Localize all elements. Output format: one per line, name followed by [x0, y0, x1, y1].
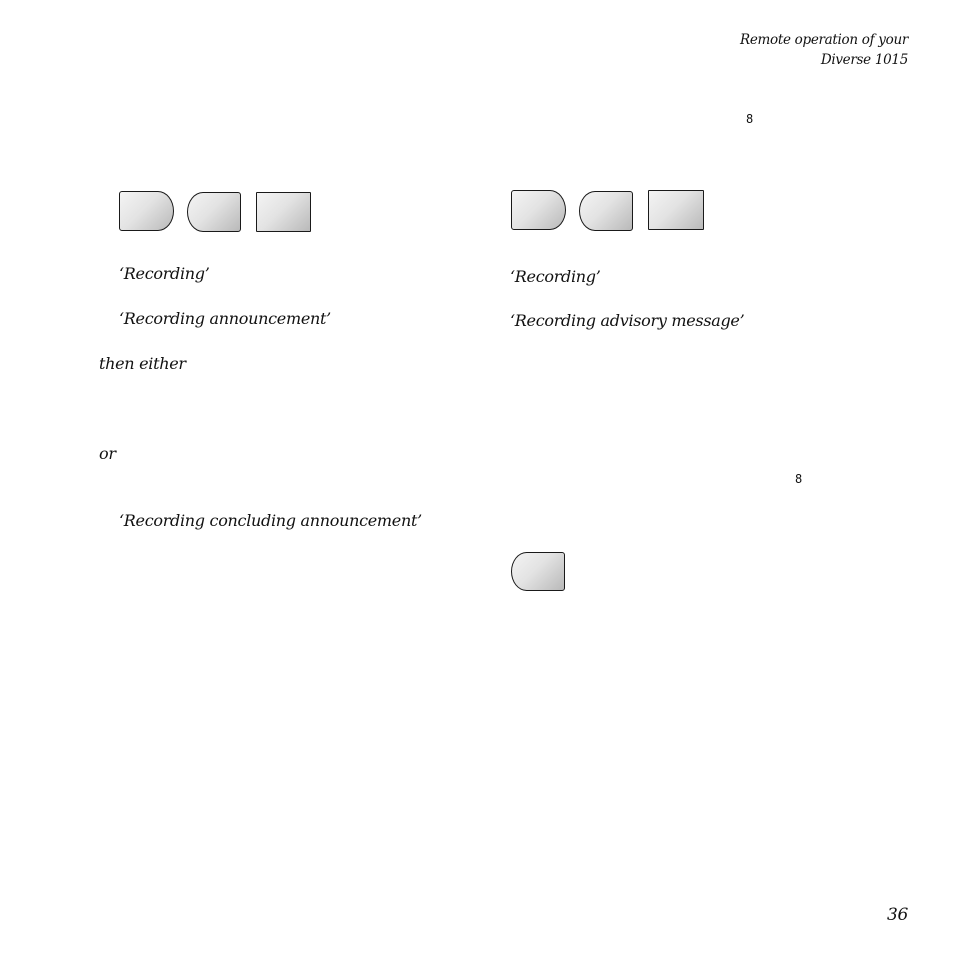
handsfree-key-left[interactable] — [187, 192, 241, 232]
menu-key-left[interactable] — [256, 192, 311, 232]
display-digit-text-2: 8 — [795, 472, 803, 486]
advisory-message-label: ‘Recording advisory message’ — [510, 311, 745, 330]
header-line-2: Diverse 1015 — [820, 52, 908, 68]
page-number: 36 — [886, 905, 908, 925]
header-line-1: Remote operation of your — [739, 32, 908, 48]
handsfree-key-single[interactable] — [511, 552, 565, 591]
handsfree-key-right[interactable] — [579, 191, 633, 231]
display-digit-indicator-2 — [795, 472, 802, 486]
concluding-announcement-label: ‘Recording concluding announcement’ — [119, 511, 422, 530]
then-either-label: then either — [99, 354, 186, 373]
running-header — [740, 30, 908, 70]
handset-key-left[interactable] — [119, 191, 174, 231]
menu-key-right[interactable] — [648, 190, 704, 230]
display-digit-indicator — [746, 112, 753, 126]
handset-key-right[interactable] — [511, 190, 566, 230]
display-digit-text: 8 — [746, 112, 754, 126]
right-recording-label: ‘Recording’ — [510, 267, 601, 286]
left-recording-label: ‘Recording’ — [119, 264, 210, 283]
or-label: or — [99, 444, 116, 463]
left-announcement-label: ‘Recording announcement’ — [119, 309, 331, 328]
